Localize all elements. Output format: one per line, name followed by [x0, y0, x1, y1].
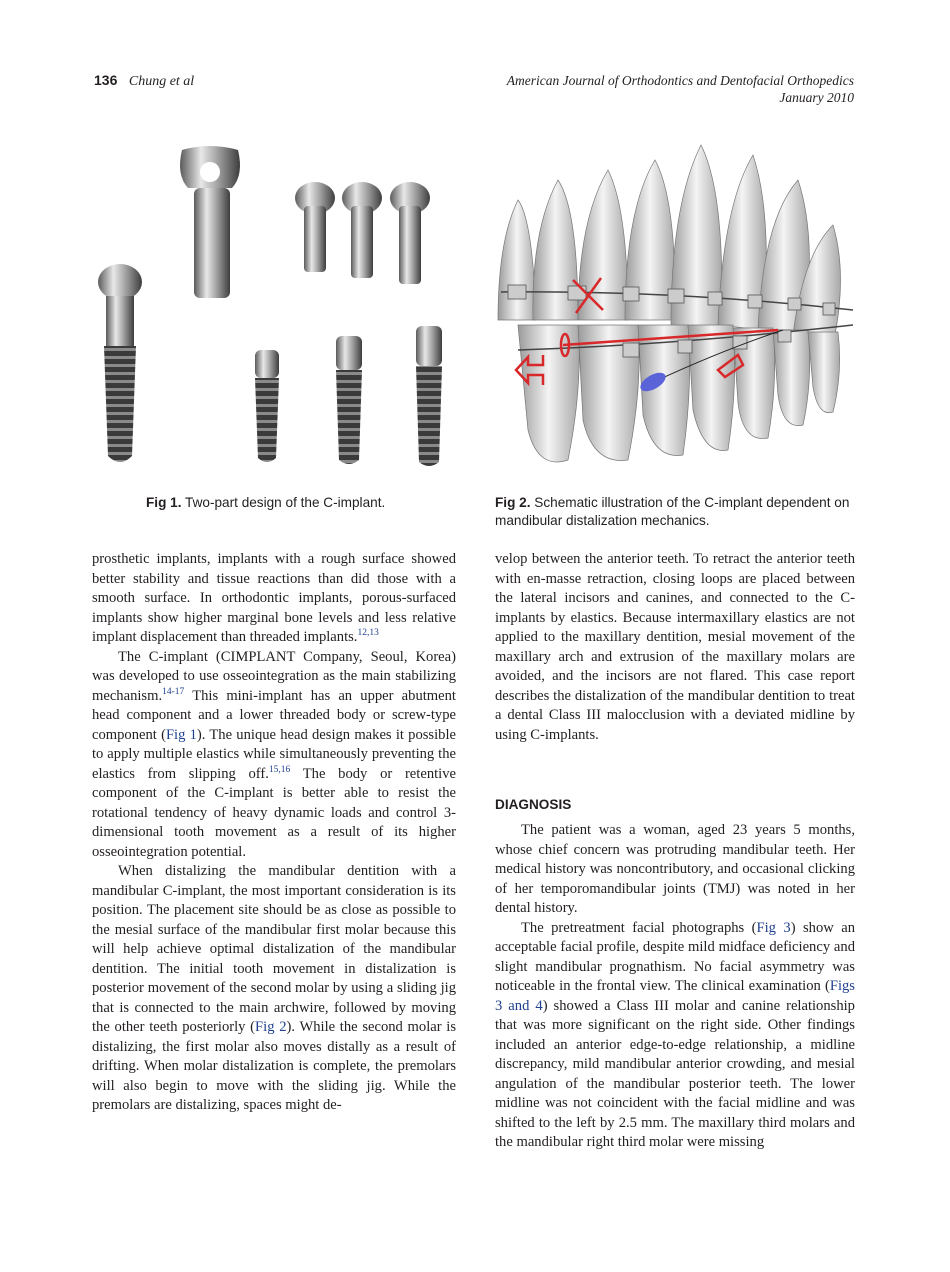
issue-date: January 2010 — [779, 90, 854, 105]
figure-2-caption — [495, 494, 857, 530]
upper-teeth — [498, 145, 841, 345]
citation-superscript[interactable]: 15,16 — [268, 764, 291, 775]
assembled-implant — [98, 264, 142, 462]
paragraph — [92, 648, 456, 863]
figure-2-caption-text: Schematic illustration of the C-implant dependent on mandibular distalization mechanics. — [495, 495, 850, 528]
paragraph — [495, 550, 855, 745]
text-run: This mini-implant has an upper abutment head component and a lower threaded body or screw-type component ( — [92, 687, 456, 743]
left-text-column — [92, 550, 456, 1116]
figure-2-label: Fig 2. — [495, 495, 531, 510]
text-run: The patient was a woman, aged 23 years 5 months, whose chief concern was protruding mandibular teeth. Her medical history was noncontributory, and occasional clicking of her temporomandibular joints (TMJ) was noted in her dental history. — [495, 822, 855, 916]
text-run: ). The unique head design makes it possible to apply multiple elastics while simultaneously preventing the elastics from slipping off. — [92, 726, 456, 782]
figure-reference-link[interactable]: Figs 3 and 4 — [495, 978, 855, 1014]
abutments-small — [295, 182, 430, 284]
figure-2-teeth-illustration — [493, 140, 857, 470]
text-run: prosthetic implants, implants with a rough surface showed better stability and tissue reactions than did those with a smooth surface. In orthodontic implants, porous-surfaced implants show higher marginal bone levels and less relative implant displacement than threaded implants. — [92, 551, 456, 645]
page-number: 136 — [94, 72, 118, 88]
figure-1-caption-text: Two-part design of the C-implant. — [185, 495, 386, 510]
figure-1-implant-image — [90, 140, 460, 480]
text-run: ) showed a Class III molar and canine relationship that was more significant on the right side. Other findings included an anterior edge-to-edge relationship, a midline discrepancy, mild mandibular anterior crowding, and mesial angulation of the mandibular posterior teeth. The lower midline was not coincident with the facial midline and was shifted to the left by 2.5 mm. The maxillary third molars and the mandibular right third molar were missing — [495, 997, 855, 1150]
running-header-right — [507, 72, 854, 106]
figure-1-label: Fig 1. — [146, 495, 182, 510]
section-heading-diagnosis: DIAGNOSIS — [495, 797, 572, 812]
figure-reference-link[interactable]: Fig 2 — [255, 1019, 287, 1035]
text-run: ). While the second molar is distalizing, the first molar also moves distally as a result of drifting. When molar distalization is complete, the premolars will also begin to move with the sliding jig. While the premolars are distalizing, spaces might de- — [92, 1019, 457, 1113]
citation-superscript[interactable]: 12,13 — [357, 628, 379, 638]
journal-title: American Journal of Orthodontics and Dentofacial Orthopedics — [506, 73, 854, 88]
paragraph — [92, 550, 456, 648]
abutment-large — [180, 146, 240, 298]
text-run: When distalizing the mandibular dentition with a mandibular C-implant, the most important consideration is its position. The placement site should be as close as possible to the mesial surface of the mandibular first molar because this will help achieve optimal distalization of the mandibular dentition. The initial tooth movement in distalization is posterior movement of the second molar by using a sliding jig that is connected to the main archwire, followed by moving the other teeth posteriorly ( — [92, 863, 456, 1035]
paragraph — [495, 919, 855, 1153]
right-text-column — [495, 550, 855, 745]
text-run: velop between the anterior teeth. To retract the anterior teeth with en-masse retraction, closing loops are placed between the lateral incisors and canines, and connected to the C-implants by elastics. Because intermaxillary elastics are not applied to the maxillary dentition, mesial movement of the maxillary arch and extrusion of the maxillary molars are avoided, and the incisors are not flared. This case report describes the distalization of the mandibular dentition to treat a dental Class III malocclusion with a deviated midline by using C-implants. — [495, 551, 855, 743]
text-run: ) show an acceptable facial profile, despite mild midface deficiency and slight mandibular prognathism. No facial asymmetry was noticeable in the frontal view. The clinical examination ( — [495, 919, 855, 994]
text-run: The pretreatment facial photographs ( — [521, 919, 757, 936]
figure-reference-link[interactable]: Fig 3 — [756, 919, 791, 936]
citation-superscript[interactable]: 14-17 — [162, 686, 185, 697]
diagnosis-text — [495, 821, 855, 1153]
paragraph — [92, 862, 456, 1116]
running-header-left — [94, 72, 194, 90]
screw-bodies — [255, 326, 442, 466]
figure-1-caption — [146, 494, 385, 512]
text-run: The body or retentive component of the C-implant is better able to resist the rotational tendency of heavy dynamic loads and control 3-dimensional tooth movement as a result of its higher osseointegration potential. — [92, 765, 456, 860]
figure-reference-link[interactable]: Fig 1 — [165, 726, 197, 743]
paragraph — [495, 821, 855, 919]
text-run: The C-implant (CIMPLANT Company, Seoul, Korea) was developed to use osseointegration as the main stabilizing mechanism. — [92, 648, 456, 704]
author-running-head: Chung et al — [128, 74, 195, 89]
